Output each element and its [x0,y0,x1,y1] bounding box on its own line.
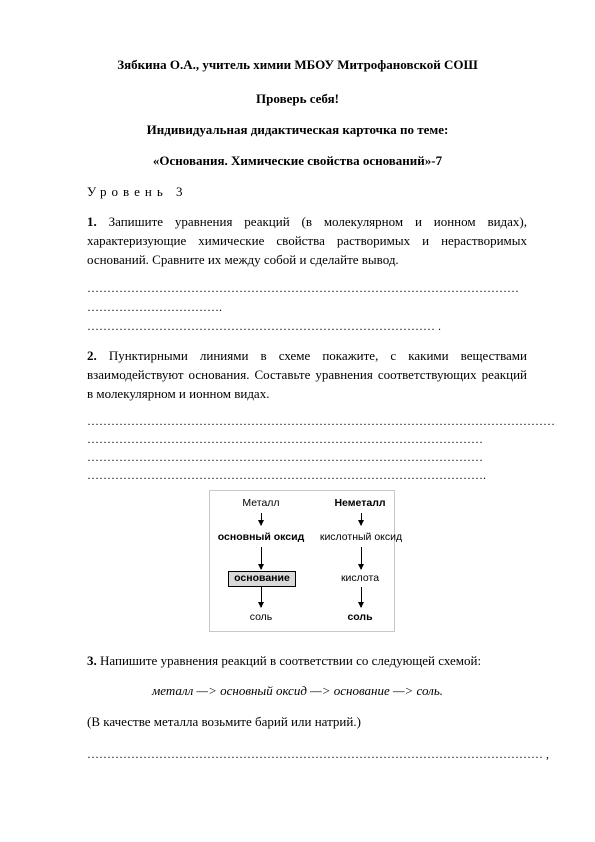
task-2-text: Пунктирными линиями в схеме покажите, с какими веществами взаимодействуют основания. Составьте уравнения соответствующих реакций в молекулярном и ионном видах. [87,348,527,401]
task-3 [87,651,527,670]
arrow-nonmetal-to-oxide [361,513,362,525]
task-1-answer-line-3: …………………………………………………………………………… . [87,319,441,333]
arrow-oxide-to-base [261,547,262,569]
task-2-answer-line-3: ……………………………………………………………………………………… [87,450,483,464]
task-3-text: Напишите уравнения реакций в соответствии со следующей схемой: [100,653,482,668]
task-1-number: 1. [87,214,97,229]
task-2-answer-line-4: ………………………………………………………………………………………. [87,468,486,482]
task-1 [87,212,527,269]
node-salt-left: соль [249,611,273,623]
topic-title: «Основания. Химические свойства оснований»-7 [152,153,443,168]
node-acidic-oxide: кислотный оксид [319,531,403,543]
task-2-answer-line-2: ……………………………………………………………………………………… [87,432,483,446]
arrow-acid-to-salt [361,587,362,607]
arrow-metal-to-oxide [261,513,262,525]
task-1-answer-line-1: ……………………………………………………………………………………………… [87,281,519,295]
node-salt-right: соль [347,611,373,623]
arrow-oxide-to-acid [361,547,362,569]
task-3-number: 3. [87,653,97,668]
task-2 [87,346,527,403]
node-acid: кислота [340,572,380,584]
node-nonmetal: Неметалл [334,497,386,509]
task-1-answer-line-2: ……………………………. [87,300,222,314]
level-label: Уровень 3 [87,184,188,199]
node-base: основание [234,572,290,584]
node-basic-oxide: основный оксид [217,531,305,543]
task-3-answer-line: …………………………………………………………………………………………………… , [87,747,549,761]
task-1-text: Запишите уравнения реакций (в молекулярном и ионном видах), характеризующие химические свойства растворимых и нерастворимых оснований. Сравните их между собой и сделайте вывод. [87,214,528,267]
task-2-answer-line-1: ……………………………………………………………………………………………………… [87,414,555,428]
card-title: Индивидуальная дидактическая карточка по теме: [146,122,449,137]
author-line: Зябкина О.А., учитель химии МБОУ Митрофановской СОШ [117,57,478,72]
task-2-number: 2. [87,348,97,363]
node-metal: Металл [242,497,280,509]
check-heading: Проверь себя! [256,91,339,106]
arrow-base-to-salt [261,587,262,607]
task-3-note: (В качестве металла возьмите барий или натрий.) [87,714,361,729]
reaction-scheme-diagram [209,490,403,632]
task-3-scheme: металл —> основный оксид —> основание —> соль. [151,683,444,698]
